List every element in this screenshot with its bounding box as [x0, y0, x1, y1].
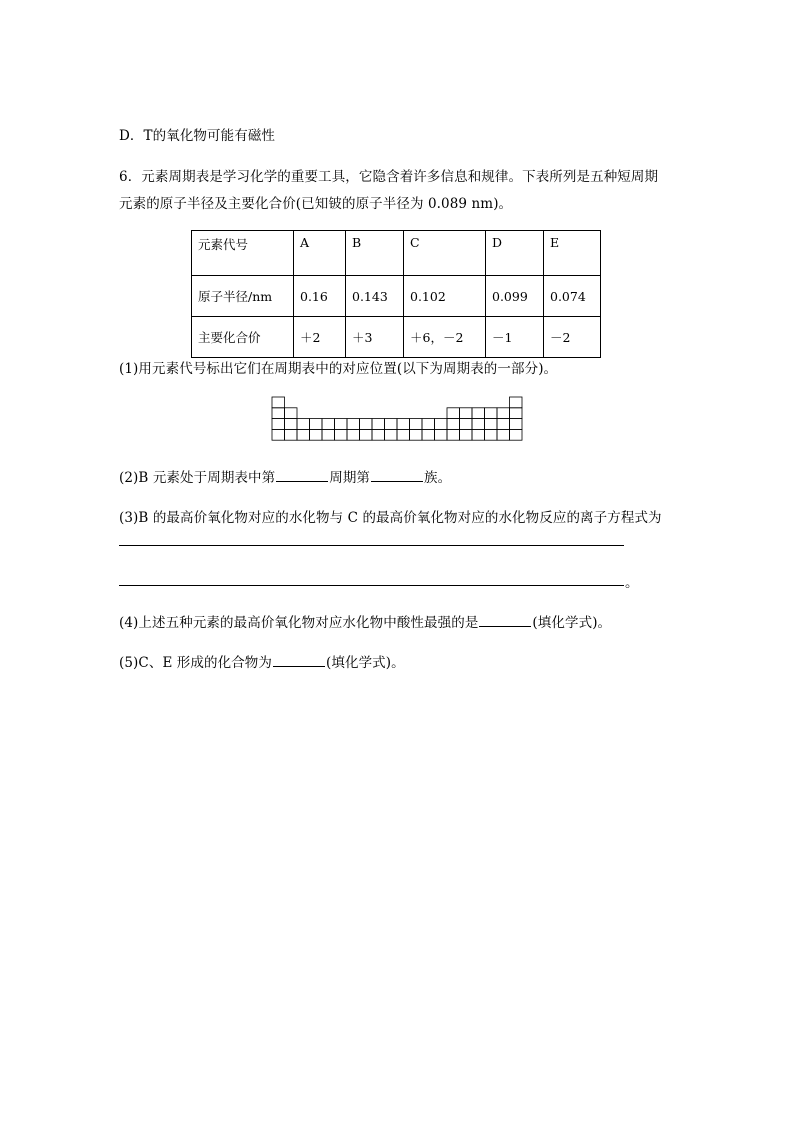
pt-cell[interactable]: [285, 408, 298, 419]
pt-cell[interactable]: [510, 397, 523, 408]
pt-cell[interactable]: [497, 408, 510, 419]
pt-cell[interactable]: [447, 429, 460, 440]
option-d: D．T的氧化物可能有磁性: [119, 128, 276, 144]
pt-cell[interactable]: [360, 429, 373, 440]
table-cell: 0.099: [486, 276, 544, 317]
pt-cell[interactable]: [347, 419, 360, 430]
table-cell: 原子半径/nm: [192, 276, 294, 317]
table-cell: E: [544, 231, 601, 276]
table-cell: 0.102: [404, 276, 486, 317]
table-cell: ＋3: [346, 317, 404, 358]
compound-formula-blank[interactable]: [273, 654, 325, 667]
table-cell: B: [346, 231, 404, 276]
part-4-text: (4)上述五种元素的最高价氧化物对应水化物中酸性最强的是 (填化学式)。: [119, 615, 612, 631]
pt-cell[interactable]: [397, 429, 410, 440]
part-2-text: (2)B 元素处于周期表中第 周期第 族。: [119, 470, 452, 486]
table-cell: 0.143: [346, 276, 404, 317]
pt-cell[interactable]: [335, 429, 348, 440]
pt-cell[interactable]: [472, 419, 485, 430]
pt-cell[interactable]: [372, 419, 385, 430]
pt-cell[interactable]: [472, 429, 485, 440]
pt-cell[interactable]: [335, 419, 348, 430]
table-cell: 主要化合价: [192, 317, 294, 358]
pt-cell[interactable]: [460, 429, 473, 440]
pt-cell[interactable]: [310, 419, 323, 430]
pt-cell[interactable]: [485, 408, 498, 419]
part-3-text: (3)B 的最高价氧化物对应的水化物与 C 的最高价氧化物对应的水化物反应的离子方程式为: [119, 510, 662, 526]
group-blank[interactable]: [371, 469, 423, 482]
table-cell: －2: [544, 317, 601, 358]
pt-cell[interactable]: [297, 419, 310, 430]
pt-cell[interactable]: [435, 419, 448, 430]
table-cell: －1: [486, 317, 544, 358]
pt-cell[interactable]: [385, 429, 398, 440]
pt-cell[interactable]: [435, 429, 448, 440]
acid-formula-blank[interactable]: [479, 614, 531, 627]
question-6-line2: 元素的原子半径及主要化合价(已知铍的原子半径为 0.089 nm)。: [119, 196, 513, 212]
pt-cell[interactable]: [272, 397, 285, 408]
pt-cell[interactable]: [272, 408, 285, 419]
pt-cell[interactable]: [272, 419, 285, 430]
pt-cell[interactable]: [447, 408, 460, 419]
pt-cell[interactable]: [272, 429, 285, 440]
pt-cell[interactable]: [447, 419, 460, 430]
pt-cell[interactable]: [347, 429, 360, 440]
pt-cell[interactable]: [497, 429, 510, 440]
pt-cell[interactable]: [385, 419, 398, 430]
pt-cell[interactable]: [285, 419, 298, 430]
question-6-line1: 6．元素周期表是学习化学的重要工具，它隐含着许多信息和规律。下表所列是五种短周期: [119, 169, 659, 185]
pt-cell[interactable]: [485, 419, 498, 430]
pt-cell[interactable]: [297, 429, 310, 440]
table-cell: ＋2: [294, 317, 346, 358]
answer-line-1[interactable]: [119, 545, 624, 546]
pt-cell[interactable]: [322, 419, 335, 430]
table-cell: 0.16: [294, 276, 346, 317]
pt-cell[interactable]: [422, 419, 435, 430]
pt-cell[interactable]: [410, 419, 423, 430]
pt-cell[interactable]: [510, 408, 523, 419]
pt-cell[interactable]: [485, 429, 498, 440]
table-cell: D: [486, 231, 544, 276]
table-cell: ＋6，－2: [404, 317, 486, 358]
period-blank[interactable]: [276, 469, 328, 482]
pt-cell[interactable]: [510, 419, 523, 430]
part-3-end: 。: [625, 575, 639, 591]
periodic-table-grid: [0, 0, 794, 460]
table-cell: 元素代号: [192, 231, 294, 276]
pt-cell[interactable]: [360, 419, 373, 430]
pt-cell[interactable]: [410, 429, 423, 440]
pt-cell[interactable]: [397, 419, 410, 430]
part-5-text: (5)C、E 形成的化合物为 (填化学式)。: [119, 655, 405, 671]
pt-cell[interactable]: [322, 429, 335, 440]
answer-line-2[interactable]: [119, 585, 624, 586]
pt-cell[interactable]: [460, 419, 473, 430]
table-cell: A: [294, 231, 346, 276]
pt-cell[interactable]: [310, 429, 323, 440]
pt-cell[interactable]: [285, 429, 298, 440]
table-cell: 0.074: [544, 276, 601, 317]
pt-cell[interactable]: [497, 419, 510, 430]
part-1-text: (1)用元素代号标出它们在周期表中的对应位置(以下为周期表的一部分)。: [119, 361, 558, 377]
table-cell: C: [404, 231, 486, 276]
pt-cell[interactable]: [372, 429, 385, 440]
pt-cell[interactable]: [460, 408, 473, 419]
pt-cell[interactable]: [510, 429, 523, 440]
pt-cell[interactable]: [472, 408, 485, 419]
pt-cell[interactable]: [422, 429, 435, 440]
